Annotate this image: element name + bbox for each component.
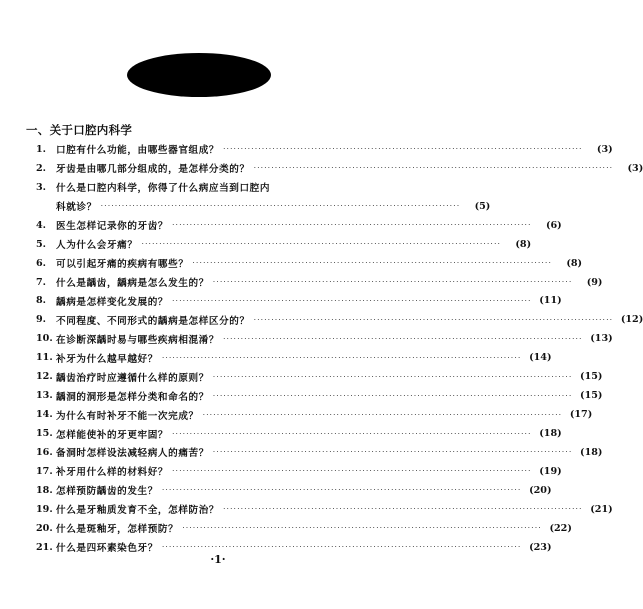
toc-entry bbox=[36, 367, 603, 386]
toc-entry-page: (15) bbox=[580, 371, 603, 383]
toc-entry-title: 龋齿治疗时应遵循什么样的原则？ bbox=[56, 372, 209, 384]
toc-entry bbox=[36, 386, 603, 405]
table-of-contents bbox=[36, 140, 643, 557]
toc-entry-title: 什么是四环素染色牙？ bbox=[56, 543, 158, 555]
toc-entry bbox=[36, 329, 613, 348]
toc-entry-title: 补牙用什么样的材料好？ bbox=[56, 467, 169, 479]
toc-entry-page: (13) bbox=[590, 333, 613, 345]
toc-entry-number: 14. bbox=[36, 409, 53, 421]
toc-entry-title: 不同程度、不同形式的龋病是怎样区分的？ bbox=[56, 315, 250, 327]
toc-entry-number: 11. bbox=[36, 352, 53, 364]
toc-entry-title: 什么是牙釉质发育不全，怎样防治？ bbox=[56, 505, 220, 517]
toc-entry-title: 怎样预防龋齿的发生？ bbox=[56, 486, 158, 498]
toc-entry-number: 1. bbox=[36, 143, 47, 155]
toc-entry bbox=[36, 310, 643, 329]
section-title: 一、关于口腔内科学 bbox=[26, 123, 133, 137]
toc-entry-number: 20. bbox=[36, 522, 53, 534]
toc-entry-title: 为什么有时补牙不能一次完成？ bbox=[56, 410, 199, 422]
toc-entry-number: 15. bbox=[36, 428, 53, 440]
dot-leader bbox=[172, 221, 532, 229]
toc-entry bbox=[36, 500, 613, 519]
dot-leader bbox=[182, 524, 542, 532]
toc-entry bbox=[36, 443, 603, 462]
toc-entry-page: (18) bbox=[539, 428, 562, 440]
dot-leader bbox=[213, 448, 573, 456]
dot-leader bbox=[162, 354, 522, 362]
toc-entry-page: (15) bbox=[580, 390, 603, 402]
toc-entry-title: 医生怎样记录你的牙齿？ bbox=[56, 221, 169, 233]
toc-entry-page: (17) bbox=[569, 409, 593, 421]
dot-leader bbox=[162, 543, 522, 551]
dot-leader bbox=[223, 505, 583, 513]
toc-entry-number: 2. bbox=[36, 162, 47, 174]
toc-entry bbox=[36, 254, 583, 273]
toc-entry-page: (8) bbox=[515, 238, 532, 250]
toc-entry-number: 7. bbox=[36, 276, 47, 288]
toc-entry-page: (3) bbox=[596, 143, 613, 155]
toc-entry-title: 科就诊？ bbox=[56, 202, 97, 214]
toc-entry-page: (23) bbox=[529, 541, 552, 553]
toc-entry-number: 21. bbox=[36, 541, 53, 553]
blackened-header-blot bbox=[127, 53, 271, 97]
toc-entry-page: (8) bbox=[566, 257, 583, 269]
toc-entry-number: 5. bbox=[36, 238, 47, 250]
toc-entry-title: 龋病是怎样变化发展的？ bbox=[56, 296, 169, 308]
toc-entry-number: 16. bbox=[36, 446, 53, 458]
dot-leader bbox=[162, 486, 522, 494]
toc-entry-page: (19) bbox=[539, 465, 562, 477]
toc-entry-title: 什么是口腔内科学，你得了什么病应当到口腔内 bbox=[56, 183, 271, 195]
dot-leader bbox=[213, 373, 573, 381]
toc-entry-number: 18. bbox=[36, 484, 53, 496]
toc-entry bbox=[36, 462, 562, 481]
toc-entry bbox=[36, 273, 603, 292]
toc-entry-page: (6) bbox=[545, 219, 562, 231]
dot-leader bbox=[213, 278, 573, 286]
toc-entry-title: 牙齿是由哪几部分组成的，是怎样分类的？ bbox=[56, 164, 250, 176]
toc-entry-number: 13. bbox=[36, 390, 53, 402]
toc-entry bbox=[36, 216, 562, 235]
toc-entry-page: (12) bbox=[620, 314, 643, 326]
dot-leader bbox=[223, 335, 583, 343]
toc-entry bbox=[36, 424, 562, 443]
toc-entry bbox=[36, 140, 613, 159]
toc-entry bbox=[36, 197, 491, 216]
dot-leader bbox=[254, 164, 614, 172]
dot-leader bbox=[172, 430, 532, 438]
dot-leader bbox=[172, 467, 532, 475]
toc-entry-number: 9. bbox=[36, 314, 47, 326]
dot-leader bbox=[101, 202, 461, 210]
toc-entry-page: (5) bbox=[474, 200, 491, 212]
toc-entry-page: (11) bbox=[539, 295, 562, 307]
toc-entry-page: (18) bbox=[580, 446, 603, 458]
toc-entry-number: 17. bbox=[36, 465, 53, 477]
toc-entry-title: 什么是龋齿，龋病是怎么发生的？ bbox=[56, 278, 209, 290]
toc-entry-number: 19. bbox=[36, 503, 53, 515]
toc-entry-page: (9) bbox=[586, 276, 603, 288]
dot-leader bbox=[213, 392, 573, 400]
toc-entry bbox=[36, 235, 532, 254]
dot-leader bbox=[203, 411, 563, 419]
toc-entry-number: 10. bbox=[36, 333, 53, 345]
dot-leader bbox=[142, 240, 502, 248]
toc-entry-page: (20) bbox=[529, 484, 552, 496]
toc-entry-number: 12. bbox=[36, 371, 53, 383]
toc-entry-number: 6. bbox=[36, 257, 47, 269]
toc-entry bbox=[36, 292, 562, 311]
toc-entry-title: 人为什么会牙痛？ bbox=[56, 240, 138, 252]
toc-entry-page: (22) bbox=[549, 522, 572, 534]
toc-entry-title: 补牙为什么越早越好？ bbox=[56, 353, 158, 365]
toc-entry-title: 什么是斑釉牙，怎样预防？ bbox=[56, 524, 179, 536]
toc-entry-page: (3) bbox=[627, 162, 643, 174]
page-number-footer: ·1· bbox=[210, 553, 226, 566]
toc-entry bbox=[36, 481, 552, 500]
toc-entry-title: 怎样能使补的牙更牢固？ bbox=[56, 429, 169, 441]
toc-entry bbox=[36, 178, 370, 197]
toc-entry-number: 3. bbox=[36, 181, 47, 193]
toc-entry-number: 4. bbox=[36, 219, 47, 231]
dot-leader bbox=[193, 259, 553, 267]
toc-entry-title: 在诊断深龋时易与哪些疾病相混淆？ bbox=[56, 334, 220, 346]
toc-entry bbox=[36, 159, 643, 178]
toc-entry-number: 8. bbox=[36, 295, 47, 307]
toc-entry-page: (21) bbox=[590, 503, 613, 515]
toc-entry-title: 备洞时怎样设法减轻病人的痛苦？ bbox=[56, 448, 209, 460]
toc-entry bbox=[36, 348, 552, 367]
dot-leader bbox=[223, 145, 583, 153]
dot-leader bbox=[254, 316, 614, 324]
toc-entry-page: (14) bbox=[529, 352, 552, 364]
dot-leader bbox=[172, 297, 532, 305]
toc-entry-title: 龋洞的洞形是怎样分类和命名的？ bbox=[56, 391, 209, 403]
toc-entry-title: 可以引起牙痛的疾病有哪些？ bbox=[56, 259, 189, 271]
toc-entry bbox=[36, 519, 572, 538]
toc-entry-title: 口腔有什么功能，由哪些器官组成？ bbox=[56, 145, 220, 157]
toc-entry bbox=[36, 405, 593, 424]
